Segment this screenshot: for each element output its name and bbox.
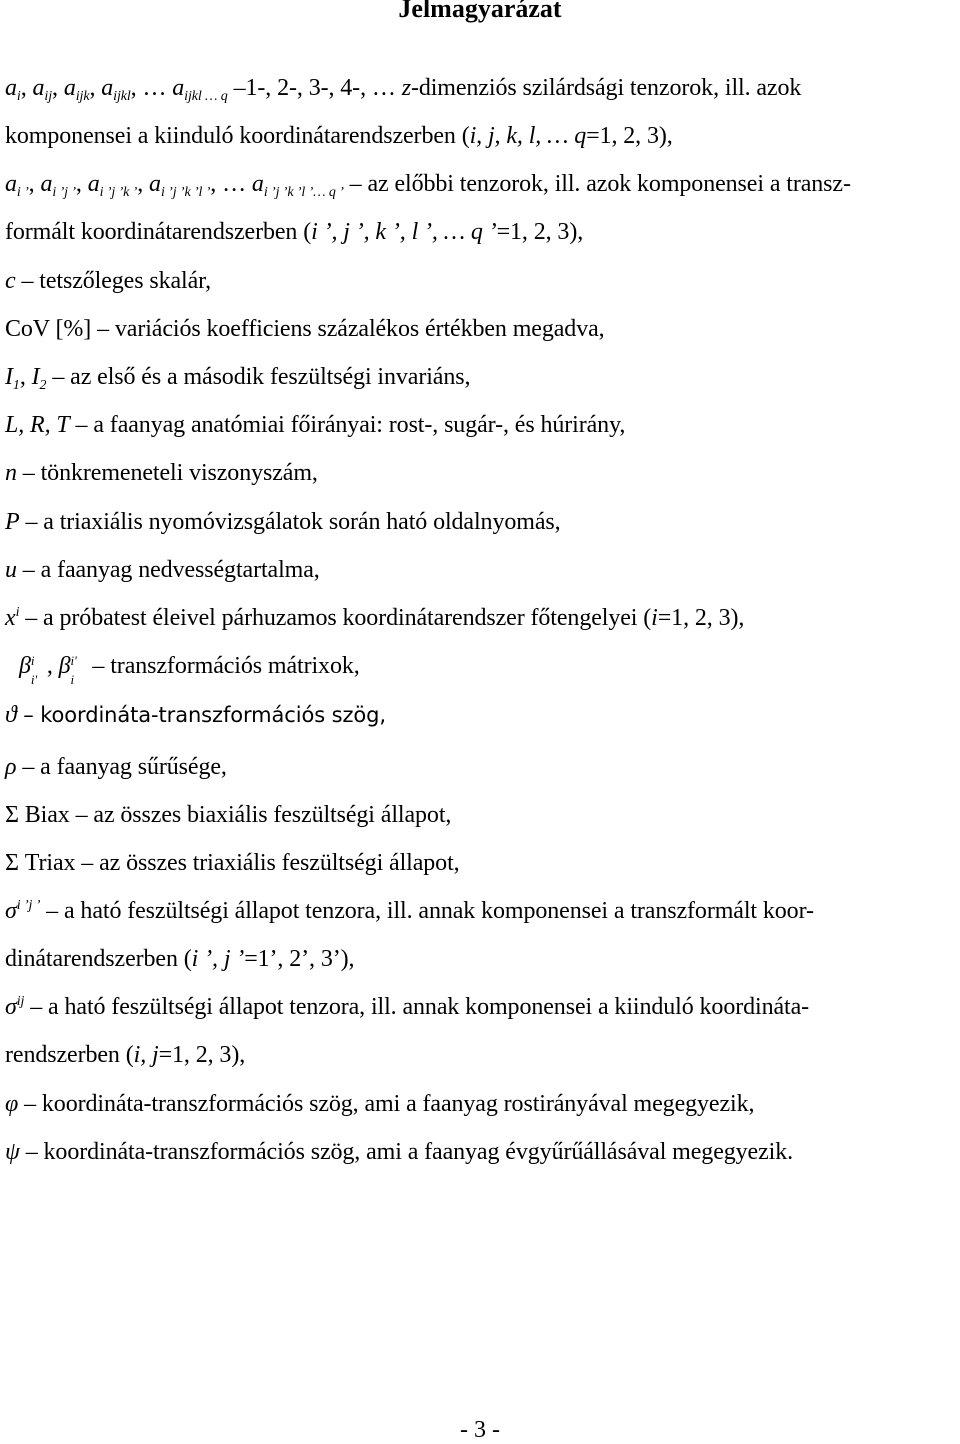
symbol-sigma: σ [5,898,17,924]
legend-text: – koordináta-transzformációs szög, ami a faanyag rostirányával megegyezik, [18,1091,755,1117]
symbol-a: a [32,75,45,101]
legend-line-cov [5,313,960,345]
legend-text: –1-, 2-, 3-, 4-, … [227,75,402,101]
symbol: I [5,364,13,390]
symbol-a: a [149,171,161,197]
legend-line-theta [5,699,960,731]
superscript: i ’j ’ [16,898,41,913]
legend-text: – a ható feszültségi állapot tenzora, ill. annak komponensei a transzformált koor- [40,898,814,924]
page-title: Jelmagyarázat [398,0,562,23]
subscript: i ’ [16,185,29,200]
index-stack: i' i [70,653,77,688]
legend-line-invariants: $I_1$, $I_2$ – az első és a második feszültségi invariáns, [5,364,471,393]
symbol-rho: ρ [5,754,17,780]
legend-text: =1, 2, 3), [586,123,673,149]
legend-line-tensors: $a_i$, $a_{ij}$, $a_{ijk}$, $a_{ijkl}$, … $a_{ijkl \dots q}$ –1-, 2-, 3-, 4-, … z-dimenziós szilárdsági tenzorok, ill. azok [5,75,802,104]
index-variables: i ’, j ’ [191,946,245,972]
legend-line-continuation [5,120,960,152]
legend-line-continuation [5,216,960,248]
legend-text: – a triaxiális nyomóvizsgálatok során ható oldalnyomás, [19,509,561,535]
legend-text: =1, 2, 3), [496,219,584,245]
legend-line-n [5,457,960,489]
ellipsis: … [142,75,167,101]
symbol-a: a [5,171,17,197]
ellipsis: … [222,171,246,197]
legend-line-x [5,602,960,634]
legend-text: Σ Triax – az összes triaxiális feszültségi állapot, [5,850,460,876]
legend-text: – az első és a második feszültségi invariáns, [46,364,471,390]
legend-line-psi [5,1136,960,1168]
symbol-phi: φ [5,1091,19,1117]
legend-text: formált koordinátarendszerben ( [5,219,312,245]
legend-line-c [5,265,960,297]
index-variable: i [651,605,658,631]
subscript: ijkl … q [184,89,228,104]
legend-text: CoV [%] – variációs koefficiens százalékos értékben megadva, [5,316,605,342]
symbol-sigma: σ [5,994,17,1020]
subscript: ijkl [113,89,131,104]
legend-line-rho [5,751,960,783]
symbol-a: a [101,75,114,101]
symbol-a: a [87,171,100,197]
legend-text: – az előbbi tenzorok, ill. azok komponensei a transz- [343,171,851,197]
symbol: n [5,460,17,486]
legend-text: – koordináta-transzformációs szög, [16,703,386,727]
legend-line-phi [5,1088,960,1120]
symbol-psi: ψ [5,1139,20,1165]
superscript: ij [16,994,25,1009]
legend-text: – a próbatest éleivel párhuzamos koordinátarendszer főtengelyei ( [19,605,652,631]
legend-text: =1, 2, 3), [657,605,745,631]
legend-line-biax [5,799,960,831]
symbol-theta: ϑ [5,702,17,728]
symbol: L, R, T [5,412,70,438]
legend-text: =1, 2, 3), [158,1042,246,1068]
legend-text: – a ható feszültségi állapot tenzora, ill. annak komponensei a kiinduló koordináta- [24,994,810,1020]
symbol-a: a [40,171,53,197]
legend-line-sigma-transformed [5,895,960,927]
symbol: P [5,509,20,535]
index-stack: i i' [30,653,38,688]
symbol-a: a [251,171,264,197]
legend-text: -dimenziós szilárdsági tenzorok, ill. azok [410,75,802,101]
symbol: I [31,364,40,390]
subscript: ijk [75,89,90,104]
index-variables: i, j [133,1042,159,1068]
subscript: i ’j ’ [52,185,76,200]
legend-text: – transzformációs mátrixok, [86,653,360,679]
superscript: i [15,605,20,620]
legend-line-continuation [5,943,960,975]
legend-text: – a faanyag nedvességtartalma, [16,557,320,583]
symbol: u [5,557,17,583]
legend-text: – koordináta-transzformációs szög, ami a faanyag évgyűrűállásával megegyezik. [19,1139,794,1165]
legend-line-transformed-tensors: $a_{i ’}$, $a_{i ’j ’}$, $a_{i ’j ’k ’}$, $a_{i ’j ’k ’l ’}$, … $a_{i ’j ’k ’l ’\dots q ’}$ – az előbbi tenzorok, ill. azok komponensei a transz- [5,171,851,200]
symbol-a: a [172,75,185,101]
legend-line-sigma [5,991,960,1023]
legend-line-beta: β i i' , β i' i – transzformációs mátrixok, [19,653,360,688]
subscript: i ’j ’k ’ [99,185,138,200]
legend-text: – tetszőleges skalár, [15,268,211,294]
subscript: i ’j ’k ’l ’… q ’ [263,185,344,200]
subscript: i ’j ’k ’l ’ [160,185,211,200]
legend-line-u [5,554,960,586]
symbol: c [5,268,16,294]
legend-text: komponensei a kiinduló koordinátarendszerben ( [5,123,470,149]
legend-text: – tönkremeneteli viszonyszám, [16,460,318,486]
index-variables: i, j, k, l, … q [469,123,587,149]
page-number: - 3 - [460,1417,500,1443]
legend-line-continuation [5,1039,960,1071]
subscript: ij [44,89,53,104]
legend-text: dinátarendszerben ( [5,946,192,972]
index-variables: i ’, j ’, k ’, l ’, … q ’ [311,219,497,245]
symbol-z: z [401,75,411,101]
legend-text: Σ Biax – az összes biaxiális feszültségi állapot, [5,802,452,828]
symbol-beta: β [58,653,71,679]
symbol-beta: β [19,653,31,679]
legend-line-lrt [5,409,960,441]
legend-text: – a faanyag sűrűsége, [16,754,227,780]
subscript: 1 [12,378,20,393]
subscript: 2 [39,378,47,393]
legend-line-p [5,506,960,538]
legend-text: – a faanyag anatómiai főirányai: rost-, sugár-, és húrirány, [69,412,626,438]
legend-line-triax [5,847,960,879]
legend-text: =1’, 2’, 3’), [244,946,355,972]
symbol-a: a [5,75,17,101]
legend-text: rendszerben ( [5,1042,134,1068]
subscript: i [16,89,21,104]
symbol: x [5,605,16,631]
symbol-a: a [63,75,76,101]
